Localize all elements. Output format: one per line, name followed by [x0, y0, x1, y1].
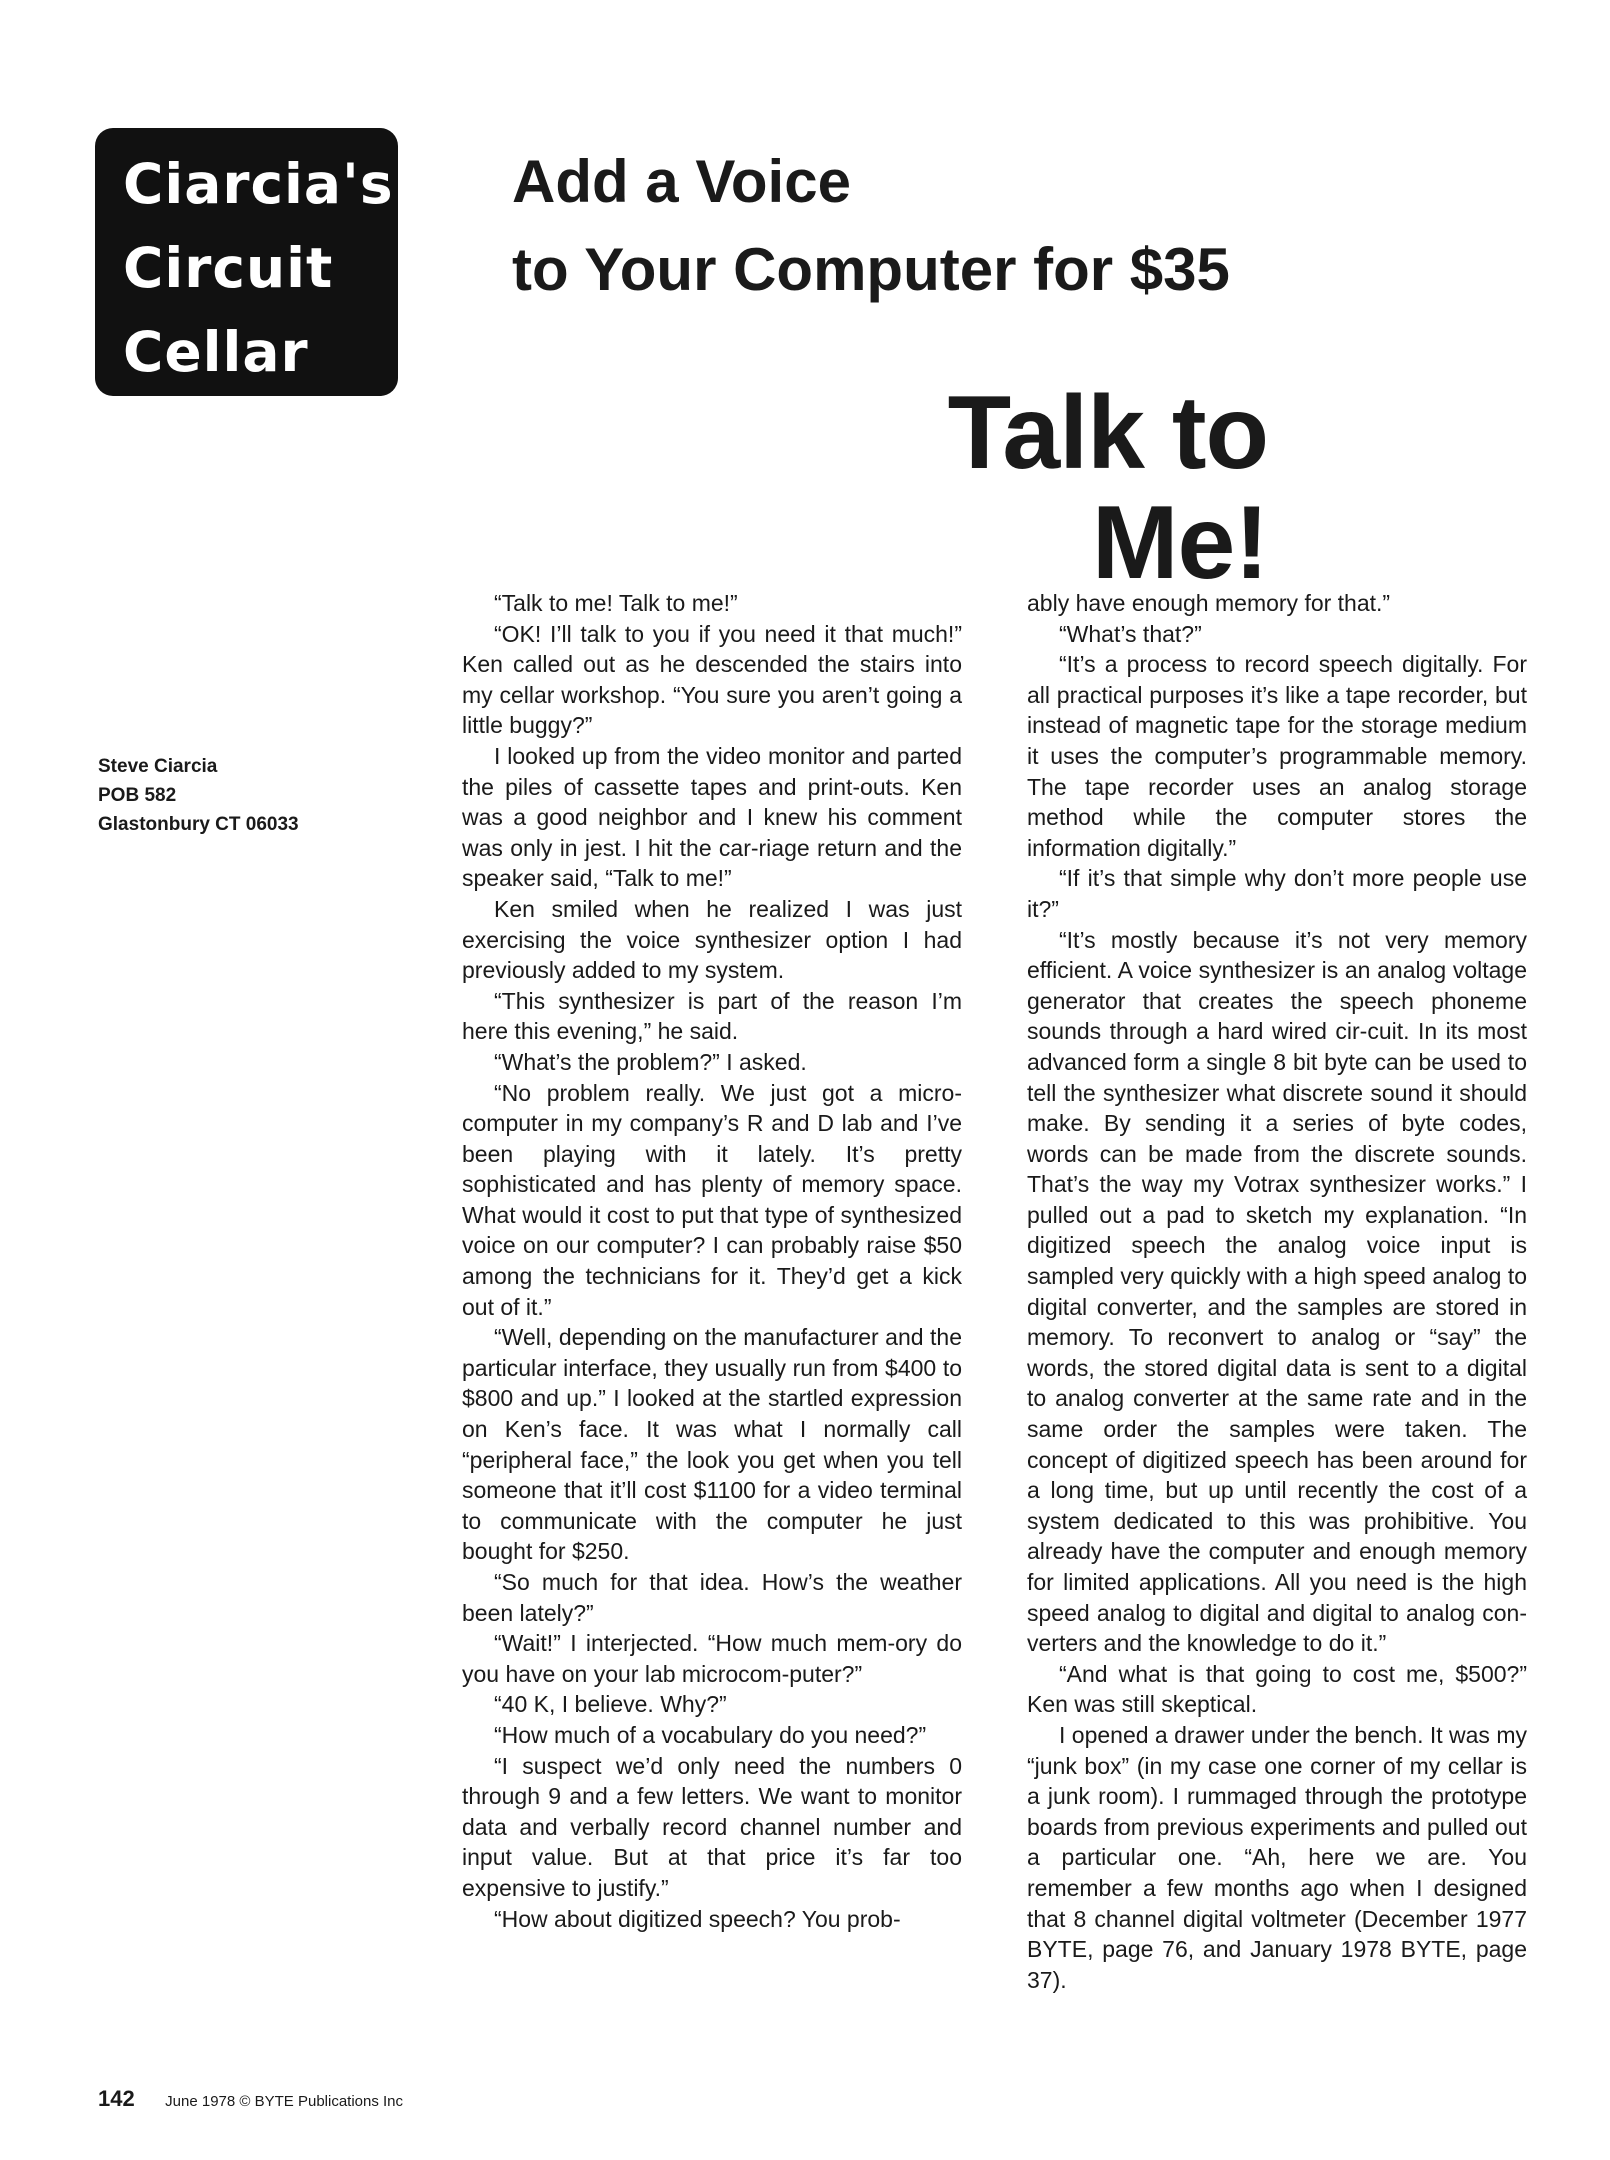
- author-block: [98, 752, 378, 839]
- paragraph: “If it’s that simple why don’t more people use it?”: [1027, 865, 1527, 922]
- body-column-2: [1027, 588, 1527, 1995]
- paragraph: “So much for that idea. How’s the weather been lately?”: [462, 1569, 962, 1626]
- author-name: Steve Ciarcia: [98, 756, 218, 777]
- paragraph: “No problem really. We just got a micro-computer in my company’s R and D lab and I’ve been playing with it lately. It’s pretty sophisticated and has plenty of memory space. What would it cost to put that type of synthesized voice on our computer? I can probably raise $50 among the technicians for it. They’d get a kick out of it.”: [462, 1079, 962, 1320]
- paragraph: “I suspect we’d only need the numbers 0 through 9 and a few letters. We want to monitor data and verbally record channel number and input value. But at that price it’s far too expensive to justify.”: [462, 1752, 962, 1901]
- footer-credit: June 1978 © BYTE Publications Inc: [165, 2093, 404, 2110]
- page-number: 142: [98, 2086, 135, 2111]
- circuit-cellar-logo: [95, 128, 398, 396]
- paragraph: “Well, depending on the manufacturer and the particular interface, they usually run from $400 to $800 and up.” I looked at the startled expression on Ken’s face. It was what I normally call “peripheral face,” the look you get when you tell someone that it’ll cost $1100 for a video terminal to communicate with the computer he just bought for $250.: [462, 1324, 962, 1565]
- headline-line-2: to Your Computer for $35: [512, 236, 1230, 303]
- paragraph: Ken smiled when he realized I was just exercising the voice synthesizer option I had previously added to my system.: [462, 895, 962, 984]
- paragraph: “What’s that?”: [1059, 620, 1202, 647]
- paragraph: I opened a drawer under the bench. It was my “junk box” (in my case one corner of my cellar is a junk room). I rummaged through the prototype boards from previous experiments and pulled out a particular one. “Ah, here we are. You remember a few months ago when I designed that 8 channel digital voltmeter (December 1977 BYTE, page 76, and January 1978 BYTE, page 37).: [1027, 1721, 1527, 1993]
- paragraph: I looked up from the video monitor and parted the piles of cassette tapes and print-outs. Ken was a good neighbor and I knew his comment was only in jest. I hit the car-riage return and the speaker said, “Talk to me!”: [462, 742, 962, 892]
- page-footer: [98, 2086, 403, 2112]
- paragraph: “It’s a process to record speech digitally. For all practical purposes it’s like a tape recorder, but instead of magnetic tape for the storage medium it uses the computer’s programmable memory. The tape recorder uses an analog storage method while the computer stores the information digitally.”: [1027, 651, 1527, 861]
- paragraph: “How about digitized speech? You prob-: [494, 1905, 901, 1932]
- article-headline: [512, 138, 1362, 314]
- author-address-line: POB 582: [98, 785, 177, 806]
- paragraph: “It’s mostly because it’s not very memory efficient. A voice synthesizer is an analog voltage generator that creates the speech phoneme sounds through a hard wired cir-cuit. In its most advanced form a single 8 bit byte can be used to tell the synthesizer what discrete sound it should make. By sending it a series of byte codes, words can be made from the discrete sounds. That’s the way my Votrax synthesizer works.” I pulled out a pad to sketch my explanation. “In digitized speech the analog voice input is sampled very quickly with a high speed analog to digital converter, and the samples are stored in memory. To reconvert to analog or “say” the words, the stored digital data is sent to a digital to analog converter at the same rate and in the same order the samples were taken. The concept of digitized speech has been around for a long time, but up until recently the cost of a system dedicated to this was prohibitive. You already have the computer and enough memory for limited applications. All you need is the high speed analog to digital and digital to analog con-verters and the knowledge to do it.”: [1027, 926, 1527, 1657]
- author-address-line: Glastonbury CT 06033: [98, 814, 299, 835]
- article-title: Talk to Me!: [947, 375, 1268, 601]
- logo-line: Ciarcia's: [123, 152, 394, 216]
- paragraph: “And what is that going to cost me, $500?” Ken was still skeptical.: [1027, 1660, 1527, 1718]
- paragraph: “40 K, I believe. Why?”: [494, 1691, 727, 1718]
- paragraph: “Talk to me! Talk to me!”: [494, 590, 738, 616]
- paragraph: “How much of a vocabulary do you need?”: [494, 1721, 927, 1748]
- paragraph: “OK! I’ll talk to you if you need it that much!” Ken called out as he descended the stairs into my cellar workshop. “You sure you aren’t going a little buggy?”: [462, 620, 962, 739]
- logo-line: Cellar: [123, 320, 309, 384]
- paragraph: “Wait!” I interjected. “How much mem-ory do you have on your lab microcom-puter?”: [462, 1630, 962, 1687]
- paragraph: “What’s the problem?” I asked.: [494, 1048, 807, 1075]
- paragraph-continued: ably have enough memory for that.”: [1027, 590, 1391, 616]
- logo-line: Circuit: [123, 236, 334, 300]
- paragraph: “This synthesizer is part of the reason I’m here this evening,” he said.: [462, 987, 962, 1045]
- headline-line-1: Add a Voice: [512, 148, 851, 215]
- body-column-1: [462, 588, 962, 1934]
